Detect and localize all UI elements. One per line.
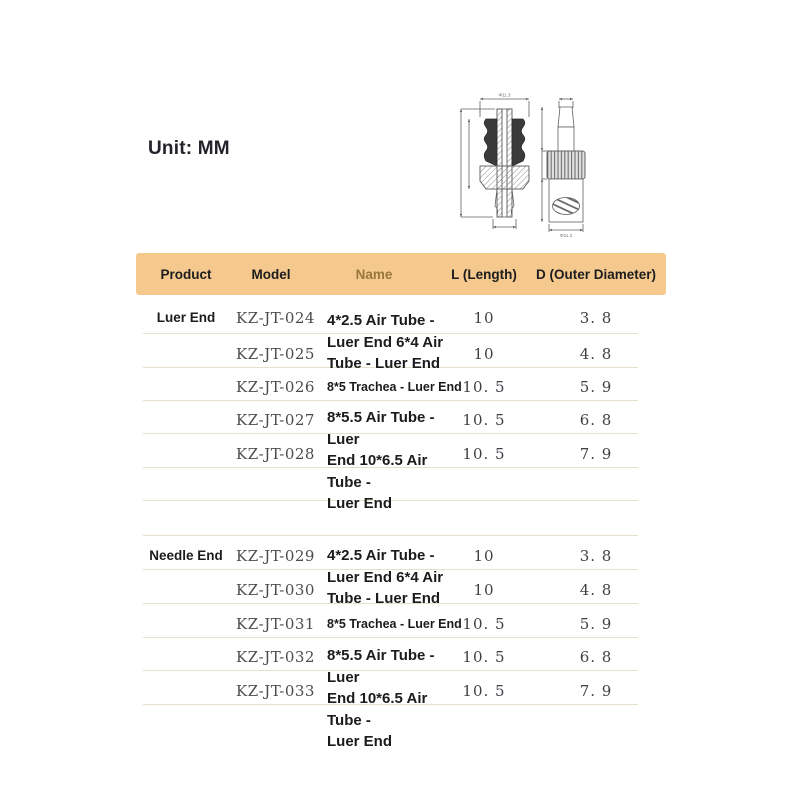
length-cell: 10. 5 bbox=[462, 615, 506, 633]
header-length: L (Length) bbox=[451, 266, 517, 282]
left-section-view bbox=[460, 93, 529, 229]
length-cell: 10. 5 bbox=[462, 378, 506, 396]
model-cell: KZ-JT-029 bbox=[236, 547, 315, 565]
connector-technical-drawing bbox=[455, 84, 605, 242]
name-single-needle: 8*5 Trachea - Luer End bbox=[327, 617, 462, 631]
name-line: 8*5.5 Air Tube - Luer bbox=[327, 409, 435, 448]
header-product: Product bbox=[160, 266, 212, 282]
row-separator bbox=[143, 400, 638, 401]
diameter-cell: 7. 9 bbox=[579, 682, 613, 700]
diameter-cell: 4. 8 bbox=[579, 581, 613, 599]
length-cell: 10. 5 bbox=[462, 445, 506, 463]
spec-table bbox=[136, 253, 666, 750]
diameter-cell: 5. 9 bbox=[579, 615, 613, 633]
model-cell: KZ-JT-033 bbox=[236, 682, 315, 700]
length-cell: 10 bbox=[473, 309, 495, 327]
name-line: 4*2.5 Air Tube - bbox=[327, 312, 435, 329]
diameter-cell: 6. 8 bbox=[579, 648, 613, 666]
product-label-needle-end: Needle End bbox=[149, 548, 223, 563]
diameter-cell: 3. 8 bbox=[579, 547, 613, 565]
length-cell: 10. 5 bbox=[462, 648, 506, 666]
name-line: Luer End 6*4 Air bbox=[327, 568, 444, 586]
length-cell: 10 bbox=[473, 581, 495, 599]
table-body bbox=[136, 295, 666, 750]
row-separator bbox=[143, 535, 638, 536]
name-block-luer-2 bbox=[327, 407, 462, 515]
name-block-luer-1 bbox=[327, 310, 462, 375]
diameter-cell: 5. 9 bbox=[579, 378, 613, 396]
name-block-needle-1 bbox=[327, 545, 462, 610]
model-cell: KZ-JT-025 bbox=[236, 345, 315, 363]
dimension-label-right: Φ11.3 bbox=[559, 233, 573, 238]
name-line: Luer End 6*4 Air bbox=[327, 333, 444, 351]
model-cell: KZ-JT-024 bbox=[236, 309, 315, 327]
model-cell: KZ-JT-032 bbox=[236, 648, 315, 666]
header-name: Name bbox=[355, 266, 393, 282]
model-cell: KZ-JT-031 bbox=[236, 615, 315, 633]
unit-label: Unit: MM bbox=[148, 138, 230, 159]
name-line: Tube - Luer End bbox=[327, 590, 441, 607]
name-line: End 10*6.5 Air Tube - bbox=[327, 452, 428, 491]
product-label-luer-end: Luer End bbox=[156, 310, 216, 325]
diameter-cell: 7. 9 bbox=[579, 445, 613, 463]
dimension-label-left: Φ11.3 bbox=[498, 92, 511, 98]
length-cell: 10 bbox=[473, 547, 495, 565]
name-block-needle-2 bbox=[327, 645, 462, 753]
model-cell: KZ-JT-026 bbox=[236, 378, 315, 396]
model-cell: KZ-JT-030 bbox=[236, 581, 315, 599]
length-cell: 10. 5 bbox=[462, 682, 506, 700]
diameter-cell: 6. 8 bbox=[579, 411, 613, 429]
name-line: 8*5.5 Air Tube - Luer bbox=[327, 647, 435, 686]
header-model: Model bbox=[251, 266, 291, 282]
length-cell: 10. 5 bbox=[462, 411, 506, 429]
diameter-cell: 4. 8 bbox=[579, 345, 613, 363]
name-line: Luer End bbox=[327, 495, 393, 512]
row-separator bbox=[143, 637, 638, 638]
name-line: Luer End bbox=[327, 733, 393, 750]
length-cell: 10 bbox=[473, 345, 495, 363]
header-diameter: D (Outer Diameter) bbox=[535, 266, 657, 282]
right-external-view bbox=[541, 98, 585, 238]
model-cell: KZ-JT-027 bbox=[236, 411, 315, 429]
name-line: Tube - Luer End bbox=[327, 355, 441, 372]
diameter-cell: 3. 8 bbox=[579, 309, 613, 327]
name-single-luer: 8*5 Trachea - Luer End bbox=[327, 380, 462, 394]
model-cell: KZ-JT-028 bbox=[236, 445, 315, 463]
name-line: 4*2.5 Air Tube - bbox=[327, 547, 435, 564]
table-header bbox=[136, 253, 666, 295]
name-line: End 10*6.5 Air Tube - bbox=[327, 690, 428, 729]
